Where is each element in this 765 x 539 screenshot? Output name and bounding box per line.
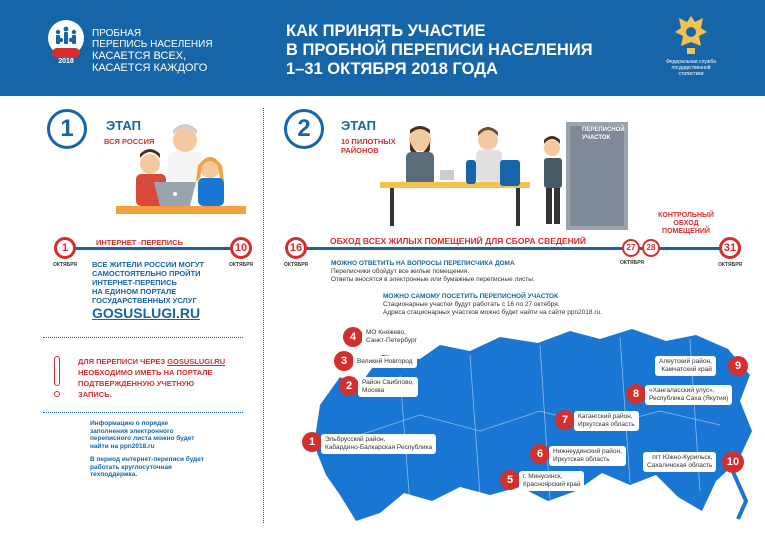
- warning-prefix: ДЛЯ ПЕРЕПИСИ ЧЕРЕЗ: [78, 357, 168, 366]
- loc-line: Москва: [362, 387, 385, 394]
- info-line: НА ЕДИНОМ ПОРТАЛЕ: [92, 287, 177, 296]
- stage1-start-day: 1: [54, 237, 76, 259]
- sign-line: УЧАСТОК: [582, 135, 611, 141]
- answer-line: Ответы вносятся в электронные или бумажные переписные листы.: [331, 276, 535, 283]
- control-line: ПОМЕЩЕНИЙ: [662, 228, 710, 235]
- sign-line: ПЕРЕПИСНОЙ: [582, 127, 625, 133]
- stage2-day-28: 28: [642, 239, 660, 257]
- control-line: ОБХОД: [673, 220, 699, 227]
- loc-line: Катангский район,: [578, 413, 633, 420]
- divider: [43, 412, 243, 413]
- answer-at-home: [331, 259, 535, 284]
- loc-line: Эльбрусский район,: [325, 436, 386, 443]
- location-pin: 3: [334, 351, 354, 371]
- month-label: ОКТЯБРЯ: [283, 262, 309, 268]
- location-pin: 1: [302, 432, 322, 452]
- loc-line: Иркутская область: [578, 421, 635, 428]
- location-label: [549, 446, 626, 466]
- note-line: найти на ppn2018.ru: [90, 442, 155, 450]
- location-label: [362, 327, 421, 347]
- info-line: САМОСТОЯТЕЛЬНО ПРОЙТИ: [92, 269, 201, 278]
- gosuslugi-link[interactable]: GOSUSLUGI.RU: [92, 305, 201, 321]
- location-pin: 4: [343, 327, 363, 347]
- location-label: [645, 385, 732, 405]
- location-pin: 10: [722, 451, 744, 473]
- subtitle-line: 10 ПИЛОТНЫХ: [341, 137, 396, 146]
- title-line: КАК ПРИНЯТЬ УЧАСТИЕ: [286, 22, 486, 40]
- warning-line: ЗАПИСЬ.: [78, 390, 112, 399]
- visit-title: МОЖНО САМОМУ ПОСЕТИТЬ ПЕРЕПИСНОЙ УЧАСТОК: [383, 293, 559, 300]
- warning-line: НЕОБХОДИМО ИМЕТЬ НА ПОРТАЛЕ: [78, 368, 213, 377]
- stage2-label: ЭТАП: [341, 118, 376, 133]
- exclamation-icon: [54, 356, 60, 386]
- location-label: [519, 471, 584, 491]
- stage1-timeline-bar: [62, 247, 242, 250]
- station-sign: [582, 126, 625, 142]
- agency-line: Федеральная служба: [666, 59, 716, 65]
- interview-illustration-icon: [380, 120, 530, 230]
- logo-year: 2018: [58, 58, 74, 65]
- info-line: ГОСУДАРСТВЕННЫХ УСЛУГ: [92, 296, 197, 305]
- loc-line: Алеутский район,: [659, 358, 712, 365]
- loc-line: Камчатский край: [661, 366, 712, 373]
- month-label: ОКТЯБРЯ: [717, 262, 743, 268]
- stage2-day-27: 27: [622, 239, 640, 257]
- location-pin: 2: [339, 376, 359, 396]
- stage2-day-31: 31: [719, 237, 741, 259]
- note-line: Информацию о порядке: [90, 420, 169, 427]
- loc-line: «Хангаласский улус»,: [649, 387, 715, 394]
- loc-line: Иркутская область: [553, 456, 610, 463]
- agency-line: государственной: [671, 65, 711, 71]
- stage1-number: 1: [47, 109, 87, 149]
- russia-map: [300, 315, 760, 537]
- note-line: заполнения электронного: [90, 427, 174, 435]
- loc-line: Санкт-Петербург: [366, 337, 417, 344]
- visit-station: [383, 292, 602, 317]
- loc-line: МО Княжево,: [366, 329, 406, 336]
- title-line: 1–31 ОКТЯБРЯ 2018 ГОДА: [286, 60, 498, 78]
- logo-line: ПЕРЕПИСЬ НАСЕЛЕНИЯ: [92, 39, 213, 50]
- stage2-number: 2: [284, 109, 324, 149]
- warning-line: ПОДТВЕРЖДЕННУЮ УЧЕТНУЮ: [78, 379, 195, 388]
- family-laptop-illustration-icon: [110, 118, 250, 228]
- page-title: [286, 22, 593, 79]
- stage1-label: ЭТАП: [106, 118, 141, 133]
- warning-site-link[interactable]: GOSUSLUGI.RU: [167, 357, 226, 366]
- note-line: переписного листа можно будет: [90, 435, 195, 442]
- location-label: [353, 356, 417, 368]
- loc-line: Красноярский край: [523, 481, 581, 488]
- subtitle-line: РАЙОНОВ: [341, 146, 379, 155]
- month-label: ОКТЯБРЯ: [228, 262, 254, 268]
- answer-line: Переписчики обойдут все жилые помещения.: [331, 268, 470, 275]
- answer-title: МОЖНО ОТВЕТИТЬ НА ВОПРОСЫ ПЕРЕПИСЧИКА ДОМА: [331, 260, 515, 267]
- location-pin: 8: [626, 384, 646, 404]
- location-pin: 7: [555, 410, 575, 430]
- location-label: [655, 356, 716, 376]
- logo-line: ПРОБНАЯ: [92, 28, 142, 39]
- location-label: [574, 411, 639, 431]
- stage2-day-16: 16: [285, 237, 307, 259]
- loc-line: Республика Саха (Якутия): [649, 395, 729, 402]
- divider: [43, 337, 243, 338]
- visit-line: Стационарные участки будут работать с 16 по 27 октября.: [383, 301, 560, 308]
- location-pin: 9: [728, 356, 748, 376]
- exclamation-dot-icon: [54, 391, 60, 397]
- loc-line: Великий Новгород: [357, 358, 413, 365]
- title-line: В ПРОБНОЙ ПЕРЕПИСИ НАСЕЛЕНИЯ: [286, 41, 593, 59]
- eagle-emblem-icon: [673, 12, 709, 58]
- loc-line: Район Свиблово,: [362, 379, 414, 386]
- info-line: ВСЕ ЖИТЕЛИ РОССИИ МОГУТ: [92, 260, 205, 269]
- location-pin: 6: [530, 444, 550, 464]
- stage1-warning: [78, 356, 225, 400]
- month-label: ОКТЯБРЯ: [52, 262, 78, 268]
- location-label: [321, 434, 436, 454]
- note-line: В период интернет-переписи будет: [90, 456, 205, 463]
- control-walk-label: [653, 212, 719, 236]
- location-label: [643, 452, 716, 472]
- stage1-subtitle: ВСЯ РОССИЯ: [104, 137, 155, 146]
- visit-line: Адреса стационарных участков можно будет найти на сайте ppn2018.ru.: [383, 309, 602, 316]
- stage2-timeline-bar: [296, 247, 731, 250]
- section-divider: [263, 108, 264, 523]
- stage1-info: [92, 260, 204, 322]
- stage2-timeline-title: ОБХОД ВСЕХ ЖИЛЫХ ПОМЕЩЕНИЙ ДЛЯ СБОРА СВЕДЕНИЙ: [330, 236, 586, 246]
- logo-text: [92, 28, 213, 74]
- loc-line: Сахалинская область: [647, 462, 713, 469]
- info-line: ИНТЕРНЕТ-ПЕРЕПИСЬ: [92, 278, 177, 287]
- location-pin: 5: [500, 470, 520, 490]
- stage1-end-day: 10: [230, 237, 252, 259]
- agency-line: статистики: [678, 71, 704, 77]
- agency-name: [661, 59, 721, 77]
- control-line: КОНТРОЛЬНЫЙ: [658, 212, 714, 219]
- month-label: ОКТЯБРЯ: [619, 260, 645, 266]
- stage1-notes: [90, 420, 204, 479]
- logo-line: КАСАЕТСЯ ВСЕХ,: [92, 50, 187, 62]
- loc-line: г. Минусинск,: [523, 473, 563, 480]
- loc-line: Нижнеудинский район,: [553, 448, 622, 455]
- loc-line: пгт Южно-Курильск,: [652, 454, 713, 461]
- location-label: [358, 377, 418, 397]
- note-line: техподдержка.: [90, 471, 138, 478]
- loc-line: Кабардино-Балкарская Республика: [325, 444, 433, 451]
- logo-line: КАСАЕТСЯ КАЖДОГО: [92, 62, 208, 74]
- note-line: работать круглосуточная: [90, 463, 172, 471]
- stage1-timeline-title: ИНТЕРНЕТ -ПЕРЕПИСЬ: [96, 238, 183, 247]
